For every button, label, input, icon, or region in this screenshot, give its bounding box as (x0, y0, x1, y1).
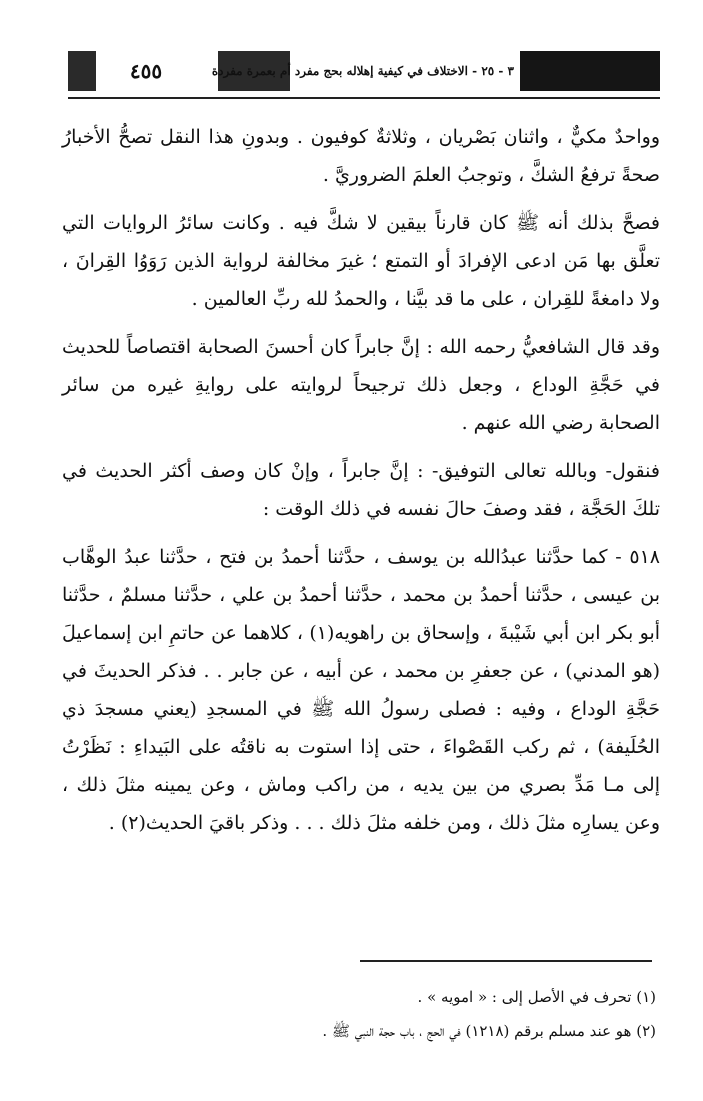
paragraph-1: وواحدٌ مكيٌّ ، واثنان بَصْريان ، وثلاثةٌ كوفيون . وبدونِ هذا النقل تصحُّ الأخبارُ صحةً ترفعُ الشكَّ ، وتوجبُ العلمَ الضروريَّ . (62, 126, 660, 186)
paragraph-3: وقد قال الشافعيُّ رحمه الله : إنَّ جابراً كان أحسنَ الصحابة اقتصاصاً للحديث في حَجَّةِ الوداع ، وجعل ذلك ترجيحاً لروايته على روايةِ غيره من سائر الصحابة رضي الله عنهم . (62, 336, 660, 434)
paragraph-hadith-518: ٥١٨ - كما حدَّثنا عبدُالله بن يوسف ، حدَّثنا أحمدُ بن فتح ، حدَّثنا عبدُ الوهَّاب بن عيسى ، حدَّثنا أحمدُ بن محمد ، حدَّثنا أحمدُ بن علي ، حدَّثنا مسلمٌ ، حدَّثنا أبو بكر ابن أبي شَيْبةَ ، وإسحاق بن راهويه(١) ، كلاهما عن حاتمِ ابن إسماعيلَ (هو المدني) ، عن جعفرِ بن محمد ، عن أبيه ، عن جابر . . فذكر الحديثَ في حَجَّةِ الوداع ، وفيه : فصلى رسولُ الله ﷺ في المسجدِ (يعني مسجدَ ذي الحُلَيفة) ، ثم ركب القَصْواءَ ، حتى إذا استوت به ناقتُه على البَيداءِ : نَظَرْتُ إلى مـا مَدِّ بصري من بين يديه ، من راكب وماش ، وعن يمينه مثلَ ذلك ، وعن يسارِه مثلَ ذلك ، ومن خلفه مثلَ ذلك . . . وذكر باقيَ الحديث(٢) . (62, 546, 661, 834)
main-text (62, 118, 660, 852)
running-title: ٣ - ٢٥ - الاختلاف في كيفية إهلاله بحج مفرد أم بعمرة مفردة (211, 64, 514, 78)
header-decor-block-right (520, 51, 660, 91)
footnote-2: (٢) هو عند مسلم برقم (١٢١٨) في الحج ، باب حجة النبي ﷺ . (322, 1022, 656, 1040)
page-header (68, 45, 660, 99)
paragraph-2: فصحَّ بذلك أنه ﷺ كان قارناً بيقين لا شكَّ فيه . وكانت سائرُ الروايات التي تعلَّق بها مَن ادعى الإفرادَ أو التمتع ؛ غيرَ مخالفة لرواية الذين رَوَوُا القِرانَ ، ولا دامغةً للقِران ، على ما قد بيَّنا ، والحمدُ لله ربِّ العالمين . (62, 212, 660, 310)
paragraph-4: فنقول- وبالله تعالى التوفيق- : إنَّ جابراً ، وإنْ كان وصف أكثر الحديث في تلكَ الحَجَّة ، فقد وصفَ حالَ نفسه في ذلك الوقت : (62, 460, 660, 520)
footnote-divider (360, 960, 652, 962)
footnote-1: (١) تحرف في الأصل إلى : « امويه » . (417, 988, 656, 1006)
page-number: ٤٥٥ (129, 59, 163, 83)
footnotes (62, 980, 656, 1048)
header-decor-block-left (68, 51, 96, 91)
